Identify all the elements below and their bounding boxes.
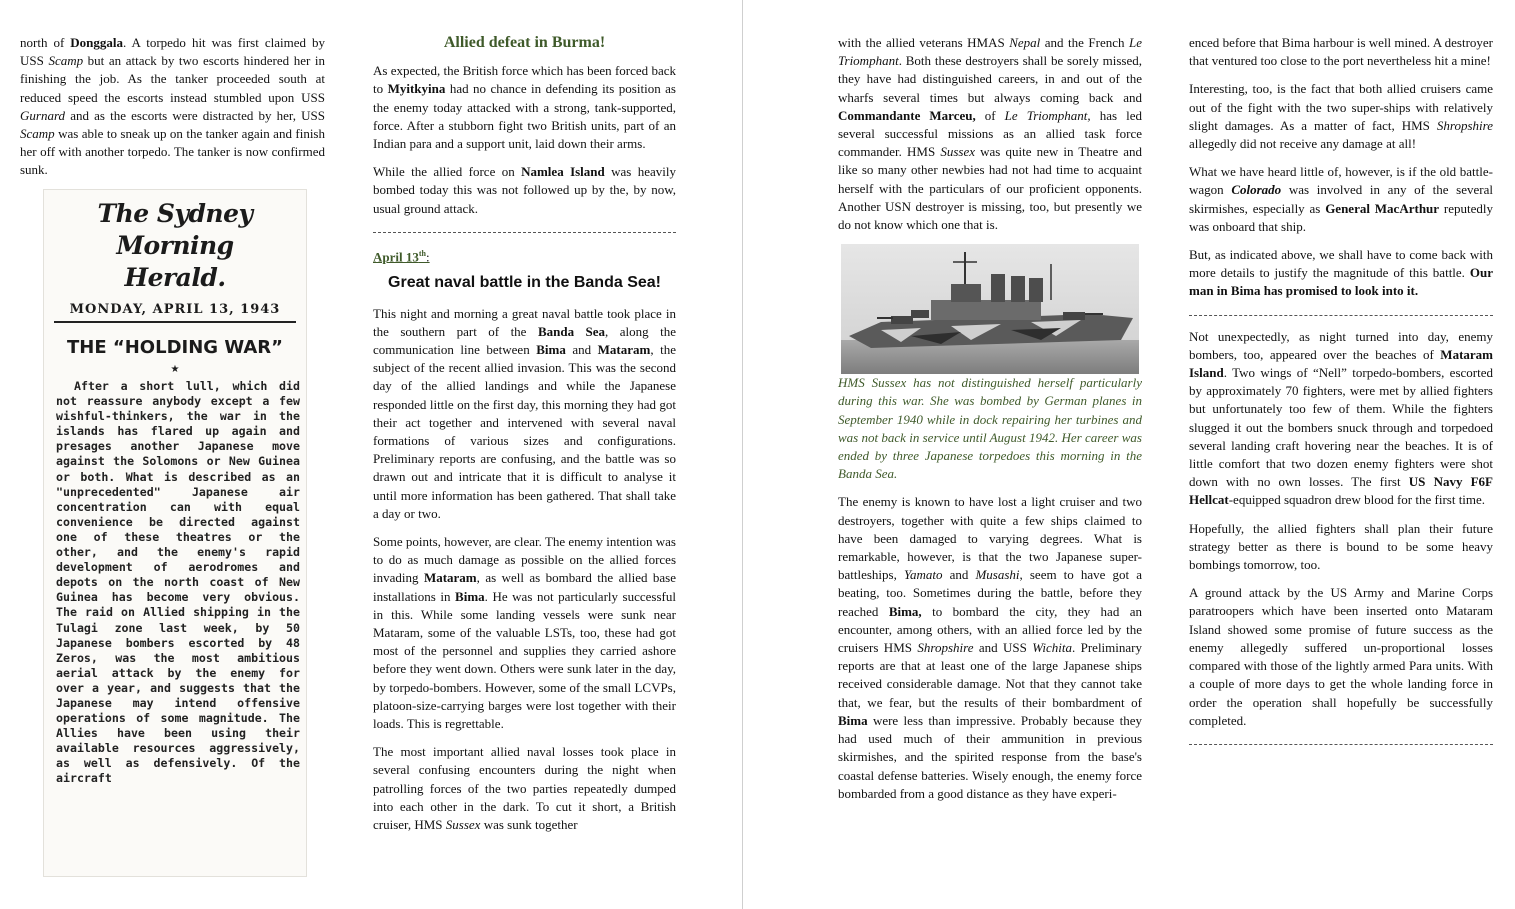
date-label: [373, 245, 676, 267]
clipping-masthead-line1: The Sydney Morning: [97, 199, 253, 260]
col4-paragraph-6: Hopefully, the allied fighters shall plan their future strategy better as there is bound to be some heavy bombings tomorrow, too.: [1189, 520, 1493, 573]
col1-paragraph: north of Donggala. A torpedo hit was first claimed by USS Scamp but an attack by two escorts hindered her in finishing the job. As the tanker proceeded south at reduced speed the escorts instead stumbled upon USS Gurnard and as the escorts were distracted by her, USS Scamp was able to sneak up on the tanker again and finish her off with another torpedo. The tanker is now confirmed sunk.: [20, 35, 325, 178]
clipping-masthead: [44, 198, 306, 294]
battle-heading: Great naval battle in the Banda Sea!: [388, 274, 661, 292]
section-divider: [1189, 744, 1493, 745]
page-divider: [742, 0, 743, 909]
burma-heading: Allied defeat in Burma!: [443, 34, 606, 51]
date-suffix-sup: th: [418, 248, 426, 258]
clipping-rule: [54, 321, 296, 323]
date-colon: :: [426, 249, 430, 265]
column-3: [838, 34, 1142, 813]
col3-paragraph-1: with the allied veterans HMAS Nepal and the French Le Triomphant. Both these destroyers shall be sorely missed, they have had distinguished careers, in and out of the wharfs several times but always coming back and Commandante Marceu, of Le Triomphant, has led several successful missions as an allied task force commander. HMS Sussex was quite new in Theatre and like so many other newbies had not had time to acquaint herself with the particulars of our proficient opponents. Another USN destroyer is missing, too, but presently we do not know which one that is.: [838, 35, 1142, 233]
col4-paragraph-4: But, as indicated above, we shall have to come back with more details to justify the magnitude of this battle. Our man in Bima has promised to look into it.: [1189, 247, 1493, 299]
column-1: [20, 34, 325, 190]
column-2: [373, 34, 676, 844]
col4-paragraph-2: Interesting, too, is the fact that both allied cruisers came out of the fight with the two super-ships with relatively slight damages. As a matter of fact, HMS Shropshire allegedly did not receive any damage at all!: [1189, 81, 1493, 152]
col3-paragraph-2: The enemy is known to have lost a light cruiser and two destroyers, together with quite a few ships claimed to have been damaged to varying degrees. What is remarkable, however, is that the two Japanese super-battleships, Yamato and Musashi, seem to have got a beating, too. Sometimes during the battle, before they reached Bima, to bombard the city, they had an encounter, among others, with an allied force led by the cruisers HMS Shropshire and USS Wichita. Preliminary reports are that at least one of the large Japanese ships received considerable damage. Not that they cannot take that, we fear, but the results of their bombardment of Bima were less than impressive. Probably because they had used much of their ammunition in previous skirmishes, and the spirited response from the base's coastal defense batteries. Wisely enough, the enemy force bombarded from a good distance as they have experi-: [838, 494, 1142, 801]
newspaper-clipping: [44, 190, 306, 876]
battle-paragraph-1: This night and morning a great naval battle took place in the southern part of the Banda Sea, along the communication line between Bima and Mataram, the subject of the recent allied invasion. This was the second day of the allied landings and while the Japanese responded little on the first day, this morning they had got their act together and intervened with several naval formations of various sizes and configurations. Preliminary reports are confusing, and the battle was so drawn out and intricate that it is difficult to analyse it until more information has been gathered. That shall take a day or two.: [373, 305, 677, 521]
col4-paragraph-7: A ground attack by the US Army and Marine Corps paratroopers which have been inserted onto Mataram Island showed some promise of future success as the enemy allegedly suffered un-proportional losses compared with those of the lightly armed Para units. With a couple of more days to get the whole landing force in order the operation shall hopefully be successfully completed.: [1189, 585, 1493, 728]
clipping-star-icon: ★: [170, 364, 180, 375]
date-text: April 13: [373, 249, 419, 265]
clipping-title: THE “HOLDING WAR”: [67, 337, 283, 358]
ship-photo: [841, 244, 1139, 374]
burma-paragraph-2: While the allied force on Namlea Island was heavily bombed today this was not followed up by the, by now, usual ground attack.: [373, 164, 676, 216]
battle-paragraph-2: Some points, however, are clear. The enemy intention was to do as much damage as possible on the allied forces invading Mataram, as well as bombard the allied base installations in Bima. He was not particularly successful in this. While some landing vessels were sunk near Mataram, some of the valuable LSTs, too, these had got most of the personnel and supplies they carried ashore before they went down. Others were sunk later in the day, by torpedo-bombers. However, some of the small LCVPs, platoon-size-carrying barges were lost together with their loads. This is regrettable.: [373, 534, 677, 732]
col4-paragraph-1: enced before that Bima harbour is well mined. A destroyer that ventured too close to the port nevertheless hit a mine!: [1189, 35, 1493, 69]
section-divider: [1189, 315, 1493, 316]
section-divider: [373, 232, 676, 233]
burma-paragraph-1: As expected, the British force which has been forced back to Myitkyina had no chance in defending its position as the enemy today attacked with a strong, tank-supported, force. After a stubborn fight two British units, part of an Indian para and a support unit, laid down their arms.: [373, 63, 676, 152]
photo-caption: HMS Sussex has not distinguished herself particularly during this war. She was bombed by German planes in September 1940 while in dock repairing her turbines and was not back in service until August 1942. Her career was ended by three Japanese torpedoes this morning in the Banda Sea.: [838, 375, 1142, 482]
col4-paragraph-5: Not unexpectedly, as night turned into day, enemy bombers, too, appeared over the beaches of Mataram Island. Two wings of “Nell” torpedo-bombers, escorted by approximately 70 fighters, were met by allied fighters but unfortunately too few of them. While the fighters slugged it out the bombers snuck through and torpedoed several landing craft hovering near the beaches. It is of little comfort that two dozen enemy fighters were shot down with no own losses. The first US Navy F6F Hellcat-equipped squadron drew blood for the first time.: [1189, 328, 1493, 508]
column-4: [1189, 34, 1493, 757]
col4-paragraph-3: What we have heard little of, however, is if the old battle-wagon Colorado was involved in any of the several skirmishes, especially as General MacArthur reputedly was onboard that ship.: [1189, 164, 1493, 234]
clipping-date: MONDAY, APRIL 13, 1943: [69, 302, 281, 317]
battle-paragraph-3: The most important allied naval losses took place in several confusing encounters during the night when patrolling forces of the two parties repeatedly dumped into each other in the dark. To cut it short, a British cruiser, HMS Sussex was sunk together: [373, 744, 676, 833]
clipping-body: After a short lull, which did not reassure anybody except a few wishful-thinkers, the war in the islands has flared up again and presages another Japanese move against the Solomons or New Guinea or both. What is described as an "unprecedented" Japanese air concentration can with equal convenience be directed against one of these theatres or the other, and the enemy's rapid development of aerodromes and depots on the north coast of New Guinea has become very obvious. The raid on Allied shipping in the Tulagi zone last week, by 50 Japanese bombers escorted by 48 Zeros, was the most ambitious aerial attack by the enemy for over a year, and suggests that the Japanese may intend offensive operations of some magnitude. The Allies have been using their available resources aggressively, as well as defensively. Of the aircraft: [56, 379, 300, 786]
clipping-masthead-line2: Herald.: [124, 263, 226, 292]
